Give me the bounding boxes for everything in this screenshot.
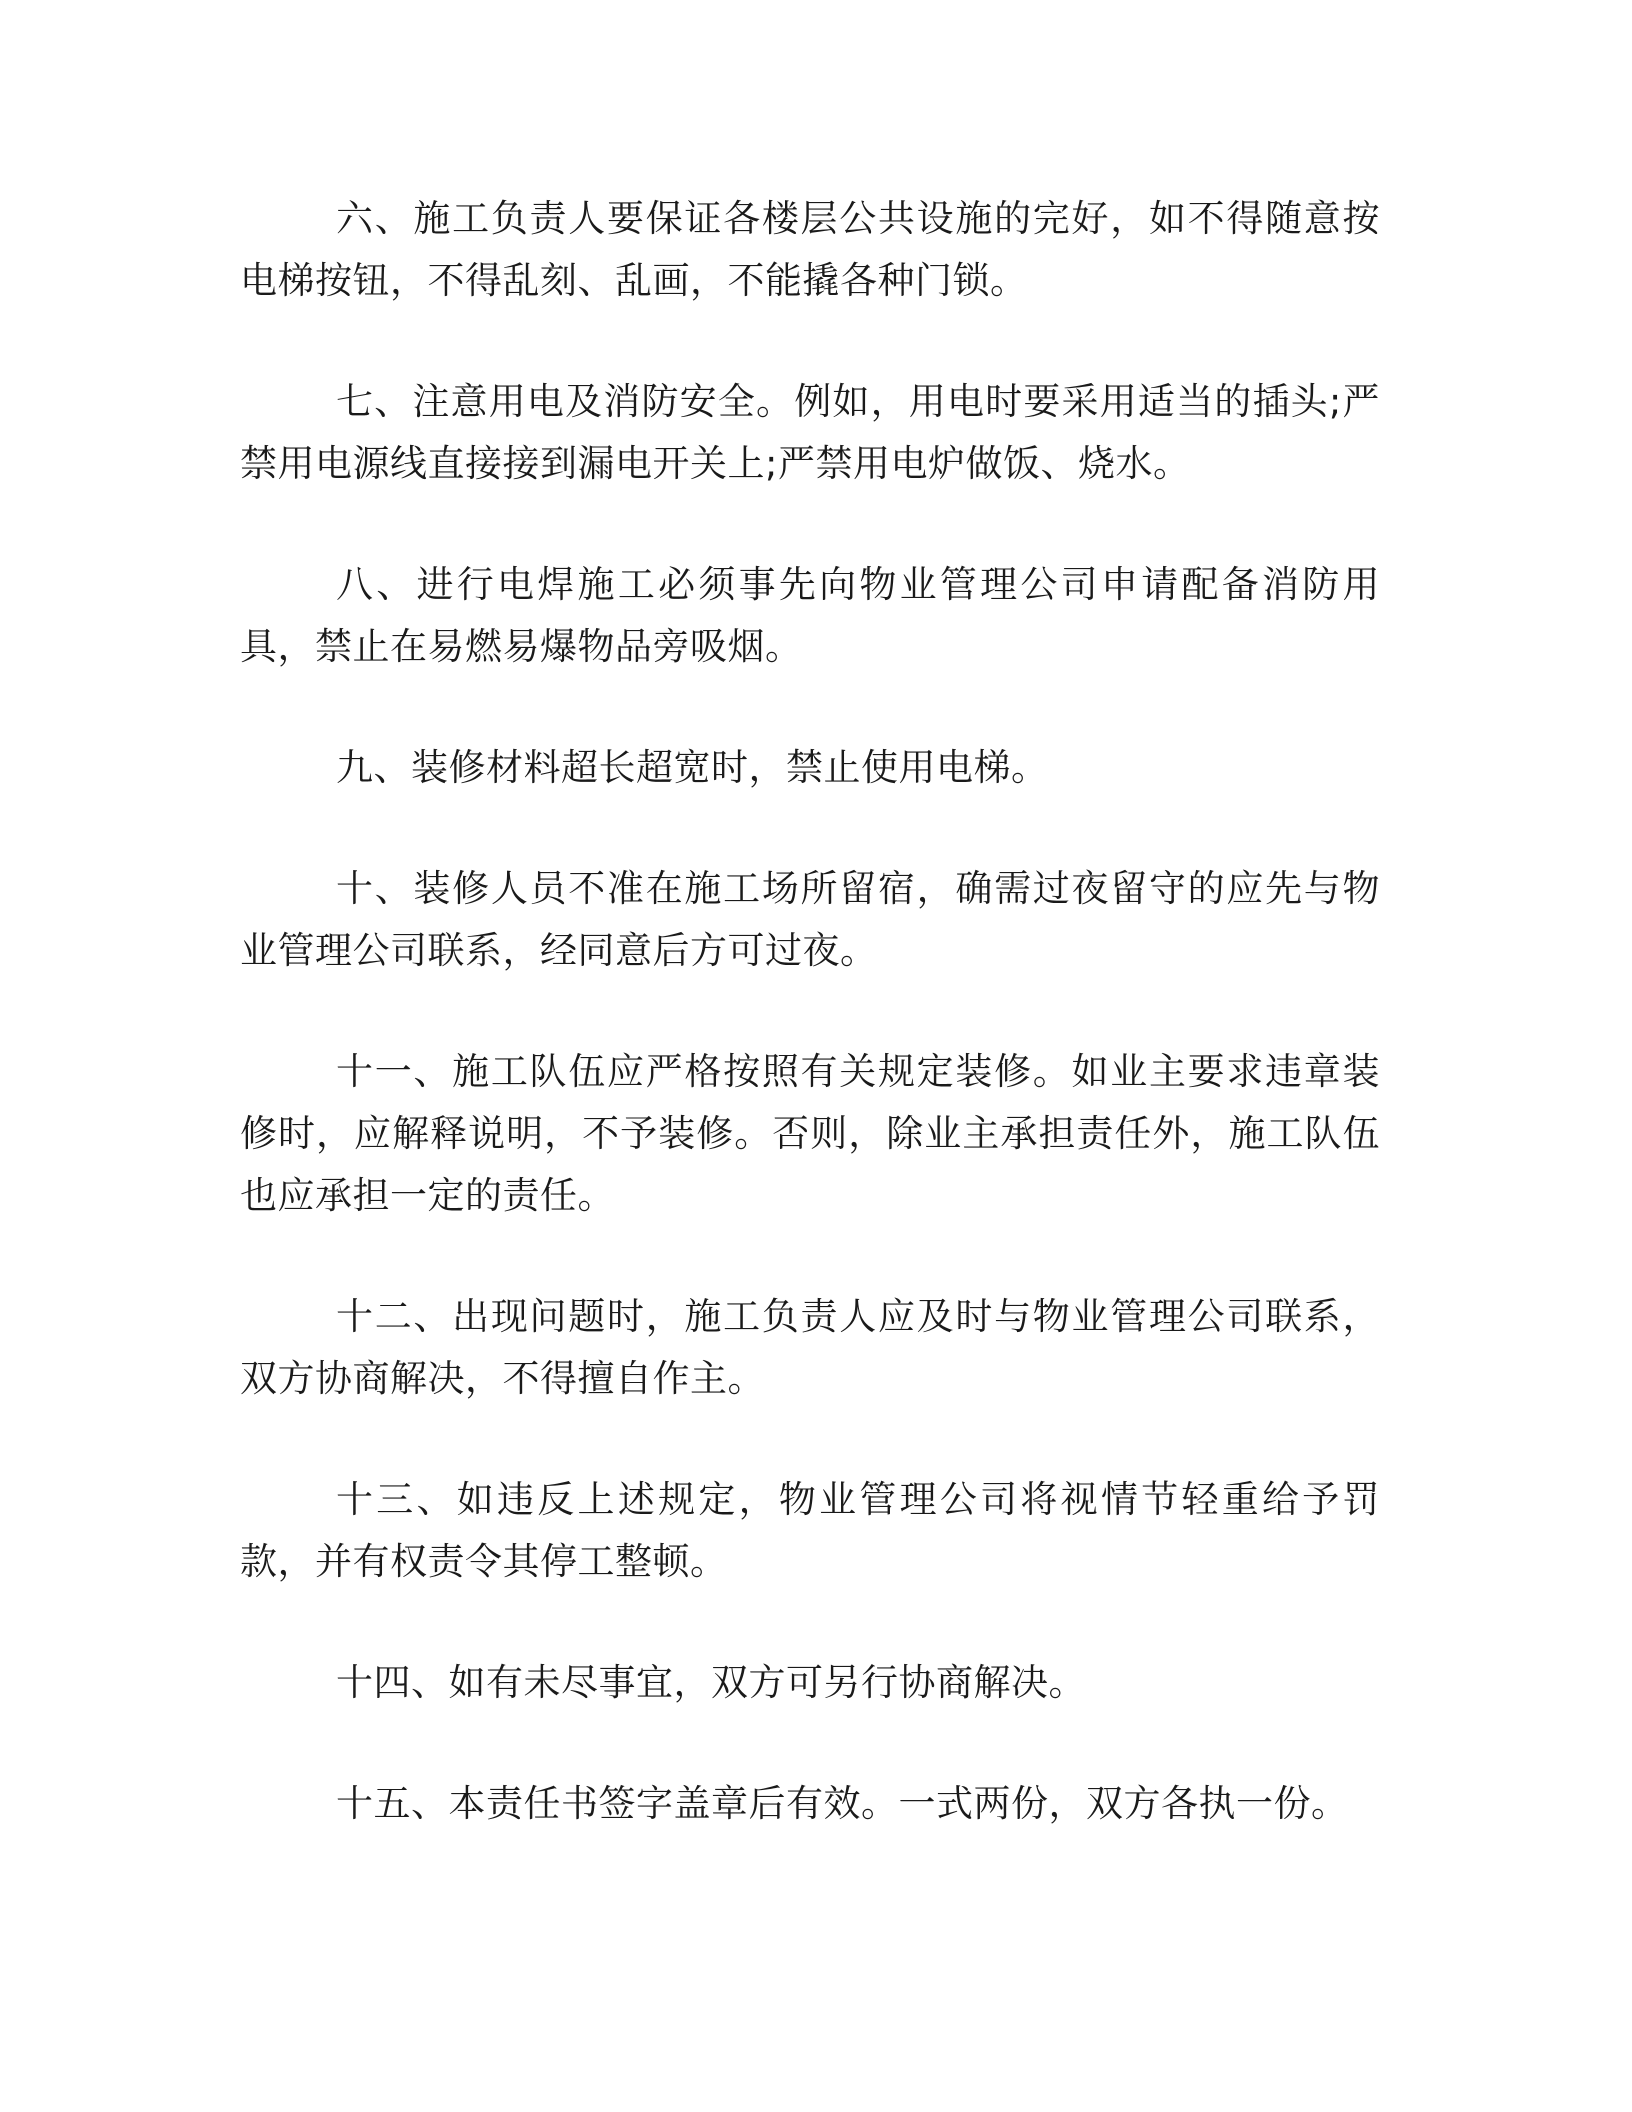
clause-11: 十一、施工队伍应严格按照有关规定装修。如业主要求违章装修时，应解释说明，不予装修。否则，除业主承担责任外，施工队伍也应承担一定的责任。 — [240, 1050, 1380, 1217]
clause-7: 七、注意用电及消防安全。例如，用电时要采用适当的插头;严禁用电源线直接接到漏电开关上;严禁用电炉做饭、烧水。 — [240, 380, 1380, 485]
clause-9: 九、装修材料超长超宽时，禁止使用电梯。 — [336, 746, 1049, 789]
clause-8: 八、进行电焊施工必须事先向物业管理公司申请配备消防用具，禁止在易燃易爆物品旁吸烟。 — [240, 563, 1380, 668]
clause-6: 六、施工负责人要保证各楼层公共设施的完好，如不得随意按电梯按钮，不得乱刻、乱画，不能撬各种门锁。 — [240, 197, 1380, 302]
clause-13: 十三、如违反上述规定，物业管理公司将视情节轻重给予罚款，并有权责令其停工整顿。 — [240, 1478, 1380, 1583]
clause-15: 十五、本责任书签字盖章后有效。一式两份，双方各执一份。 — [336, 1782, 1349, 1825]
document-body — [240, 188, 1380, 1835]
clause-10: 十、装修人员不准在施工场所留宿，确需过夜留守的应先与物业管理公司联系，经同意后方可过夜。 — [240, 867, 1380, 972]
clause-14: 十四、如有未尽事宜，双方可另行协商解决。 — [336, 1661, 1086, 1704]
clause-12: 十二、出现问题时，施工负责人应及时与物业管理公司联系，双方协商解决，不得擅自作主。 — [240, 1295, 1380, 1400]
